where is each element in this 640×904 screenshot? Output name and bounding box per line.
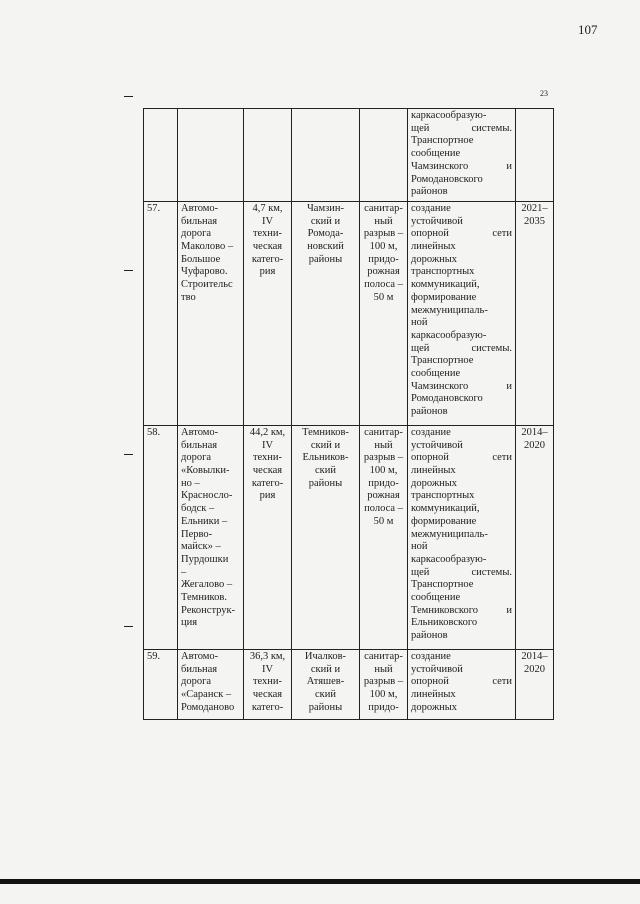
purpose-word: сообщение: [411, 368, 461, 380]
table-row: [144, 425, 554, 649]
cell-line: 2014–: [521, 650, 548, 662]
purpose-line: [411, 241, 512, 254]
purpose-word: каркасообразую-: [411, 329, 487, 341]
cell-line: техни-: [252, 228, 283, 240]
cell-line: 2021–: [521, 202, 548, 214]
cell-line: 100 м,: [369, 465, 398, 477]
purpose-line: [411, 292, 512, 305]
period-cell: [516, 201, 554, 425]
cell-line: Ромода-: [307, 228, 344, 240]
table-row: [144, 649, 554, 719]
cell-line: дорога: [181, 676, 212, 688]
purpose-word: Чамзинского: [411, 380, 469, 392]
cell-line: ный: [374, 439, 393, 451]
purpose-word: коммуникаций,: [411, 279, 480, 291]
purpose-word: линейных: [411, 465, 456, 477]
purpose-cell: [408, 201, 516, 425]
cell-line: рожная: [367, 490, 400, 502]
cell-line: дорога: [181, 452, 212, 464]
purpose-line: [411, 554, 512, 567]
purpose-word: щей: [411, 566, 430, 578]
cell-line: ский: [315, 689, 336, 701]
cell-line: Атяшев-: [306, 676, 345, 688]
purpose-line: [411, 174, 512, 187]
cell-line: Чуфарово.: [181, 266, 228, 278]
purpose-word: создание: [411, 202, 451, 214]
cell-line: Темников-: [302, 426, 349, 438]
road-name-cell: [178, 425, 244, 649]
period-cell: [516, 649, 554, 719]
cell-line: –: [181, 566, 187, 578]
roads-table: [143, 108, 554, 720]
cell-line: 2020: [524, 439, 545, 451]
cell-line: бильная: [181, 439, 218, 451]
cell-line: IV: [261, 215, 274, 227]
margin-mark: [124, 270, 133, 271]
districts-cell: [292, 425, 360, 649]
purpose-cell: [408, 109, 516, 202]
purpose-line: [411, 676, 512, 689]
cell-line: дорога: [181, 228, 212, 240]
cell-line: Темников.: [181, 592, 227, 604]
cell-line: техни-: [252, 452, 283, 464]
cell-line: Строительс: [181, 279, 233, 291]
cell-line: придо-: [368, 477, 399, 489]
cell-line: «Саранск –: [181, 689, 232, 701]
purpose-line: [411, 427, 512, 440]
cell-line: 2035: [524, 215, 545, 227]
purpose-word: создание: [411, 650, 451, 662]
cell-line: Красносло-: [181, 490, 233, 502]
road-params-cell: [244, 109, 292, 202]
road-name-cell: [178, 201, 244, 425]
road-name-cell: [178, 109, 244, 202]
purpose-word: Чамзинского: [411, 160, 469, 172]
margin-mark: [124, 454, 133, 455]
period-cell: [516, 109, 554, 202]
cell-line: ский: [315, 465, 336, 477]
purpose-line: [411, 330, 512, 343]
purpose-word: Транспортное: [411, 135, 474, 147]
road-params-cell: [244, 425, 292, 649]
purpose-line: [411, 702, 512, 715]
purpose-line: [411, 135, 512, 148]
cell-line: Перво-: [181, 528, 213, 540]
purpose-word: сети: [492, 228, 512, 240]
cell-line: районы: [308, 701, 343, 713]
purpose-word: транспортных: [411, 266, 475, 278]
purpose-line: [411, 406, 512, 419]
purpose-line: [411, 148, 512, 161]
cell-line: тво: [181, 291, 196, 303]
purpose-word: районов: [411, 406, 448, 418]
purpose-line: [411, 478, 512, 491]
purpose-line: [411, 161, 512, 174]
purpose-line: [411, 541, 512, 554]
purpose-line: [411, 305, 512, 318]
cell-line: IV: [261, 439, 274, 451]
purpose-line: [411, 123, 512, 136]
cell-line: ческая: [252, 241, 283, 253]
cell-line: полоса –: [364, 279, 403, 291]
sub-page-number: 23: [540, 89, 548, 98]
cell-line: бильная: [181, 663, 218, 675]
cell-line: ция: [181, 617, 198, 629]
districts-cell: [292, 201, 360, 425]
cell-line: 4,7 км,: [252, 202, 283, 214]
purpose-line: [411, 279, 512, 292]
cell-line: катего-: [251, 253, 284, 265]
cell-line: 50 м: [373, 515, 394, 527]
purpose-cell: [408, 425, 516, 649]
purpose-word: опорной: [411, 228, 449, 240]
cell-line: бодск –: [181, 503, 215, 515]
cell-line: Жегалово –: [181, 579, 233, 591]
road-params-cell: [244, 649, 292, 719]
purpose-word: устойчивой: [411, 663, 463, 675]
cell-line: придо-: [368, 701, 399, 713]
purpose-word: устойчивой: [411, 215, 463, 227]
purpose-word: транспортных: [411, 490, 475, 502]
purpose-word: каркасообразую-: [411, 110, 487, 121]
cell-line: 44,2 км,: [249, 426, 286, 438]
purpose-line: [411, 368, 512, 381]
cell-line: катего-: [251, 477, 284, 489]
purpose-line: [411, 393, 512, 406]
cell-line: разрыв –: [363, 228, 404, 240]
cell-line: районы: [308, 477, 343, 489]
purpose-word: сообщение: [411, 592, 461, 604]
purpose-line: [411, 381, 512, 394]
purpose-word: опорной: [411, 452, 449, 464]
purpose-line: [411, 216, 512, 229]
purpose-word: межмуниципаль-: [411, 528, 488, 540]
protection-zone-cell: [360, 649, 408, 719]
cell-line: ческая: [252, 689, 283, 701]
cell-line: ческая: [252, 465, 283, 477]
purpose-word: формирование: [411, 515, 477, 527]
protection-zone-cell: [360, 425, 408, 649]
purpose-line: [411, 664, 512, 677]
cell-line: катего-: [251, 701, 284, 713]
cell-line: санитар-: [364, 426, 403, 438]
cell-line: майск» –: [181, 541, 221, 553]
purpose-word: щей: [411, 122, 430, 134]
table-row: [144, 109, 554, 202]
purpose-line: [411, 651, 512, 664]
purpose-word: и: [506, 160, 512, 172]
purpose-word: районов: [411, 630, 448, 642]
purpose-word: системы.: [471, 566, 512, 578]
cell-line: Автомо-: [181, 202, 219, 214]
purpose-word: Ельниковского: [411, 617, 478, 629]
purpose-word: каркасообразую-: [411, 553, 487, 565]
cell-line: бильная: [181, 215, 218, 227]
purpose-word: формирование: [411, 291, 477, 303]
cell-line: Автомо-: [181, 650, 219, 662]
cell-line: Большое: [181, 253, 221, 265]
purpose-word: Транспортное: [411, 579, 474, 591]
table-row: [144, 201, 554, 425]
cell-line: Автомо-: [181, 426, 219, 438]
districts-cell: [292, 649, 360, 719]
purpose-word: устойчивой: [411, 439, 463, 451]
cell-line: разрыв –: [363, 452, 404, 464]
purpose-line: [411, 452, 512, 465]
purpose-line: [411, 592, 512, 605]
purpose-line: [411, 689, 512, 702]
cell-line: придо-: [368, 253, 399, 265]
purpose-line: [411, 465, 512, 478]
cell-line: районы: [308, 253, 343, 265]
purpose-line: [411, 617, 512, 630]
road-name-cell: [178, 649, 244, 719]
cell-line: Пурдошки: [181, 553, 229, 565]
cell-line: 50 м: [373, 291, 394, 303]
cell-line: рия: [259, 490, 276, 502]
cell-line: Чамзин-: [306, 202, 344, 214]
cell-line: ный: [374, 663, 393, 675]
cell-line: IV: [261, 663, 274, 675]
purpose-word: коммуникаций,: [411, 503, 480, 515]
cell-line: Реконструк-: [181, 604, 236, 616]
cell-line: 100 м,: [369, 241, 398, 253]
purpose-line: [411, 110, 512, 123]
cell-line: ный: [374, 215, 393, 227]
purpose-word: и: [506, 380, 512, 392]
purpose-line: [411, 516, 512, 529]
cell-line: рожная: [367, 266, 400, 278]
cell-line: Ельники –: [181, 515, 228, 527]
purpose-word: дорожных: [411, 701, 458, 713]
purpose-line: [411, 228, 512, 241]
purpose-line: [411, 355, 512, 368]
row-number: [144, 109, 178, 202]
purpose-line: [411, 266, 512, 279]
cell-line: Ельников-: [302, 452, 349, 464]
purpose-line: [411, 579, 512, 592]
cell-line: 2014–: [521, 426, 548, 438]
purpose-word: опорной: [411, 676, 449, 688]
purpose-line: [411, 567, 512, 580]
cell-line: Ромоданово: [181, 701, 235, 713]
row-number: 59.: [144, 649, 178, 719]
purpose-line: [411, 440, 512, 453]
scan-edge-bar: [0, 879, 640, 884]
cell-line: но –: [181, 477, 200, 489]
row-number: 57.: [144, 201, 178, 425]
cell-line: «Ковылки-: [181, 465, 230, 477]
purpose-word: ной: [411, 317, 428, 329]
purpose-word: Ромодановского: [411, 173, 483, 185]
purpose-word: создание: [411, 426, 451, 438]
purpose-line: [411, 254, 512, 267]
cell-line: Маколово –: [181, 241, 234, 253]
cell-line: разрыв –: [363, 676, 404, 688]
purpose-word: межмуниципаль-: [411, 304, 488, 316]
purpose-word: ной: [411, 541, 428, 553]
cell-line: Ичалков-: [304, 650, 347, 662]
protection-zone-cell: [360, 201, 408, 425]
purpose-line: [411, 503, 512, 516]
cell-line: ский и: [310, 663, 341, 675]
districts-cell: [292, 109, 360, 202]
purpose-word: линейных: [411, 689, 456, 701]
purpose-word: системы.: [471, 122, 512, 134]
cell-line: 2020: [524, 663, 545, 675]
road-params-cell: [244, 201, 292, 425]
row-number: 58.: [144, 425, 178, 649]
purpose-word: щей: [411, 342, 430, 354]
table-body: [144, 109, 554, 720]
purpose-word: дорожных: [411, 253, 458, 265]
cell-line: санитар-: [364, 202, 403, 214]
cell-line: техни-: [252, 676, 283, 688]
cell-line: новский: [307, 241, 344, 253]
margin-mark: [124, 96, 133, 97]
page-number: 107: [578, 22, 598, 37]
purpose-word: сети: [492, 676, 512, 688]
purpose-word: сети: [492, 452, 512, 464]
purpose-cell: [408, 649, 516, 719]
purpose-word: сообщение: [411, 148, 461, 160]
purpose-line: [411, 203, 512, 216]
cell-line: ский и: [310, 439, 341, 451]
purpose-word: районов: [411, 186, 448, 198]
purpose-line: [411, 317, 512, 330]
purpose-line: [411, 630, 512, 643]
protection-zone-cell: [360, 109, 408, 202]
purpose-word: Ромодановского: [411, 393, 483, 405]
cell-line: ский и: [310, 215, 341, 227]
cell-line: полоса –: [364, 503, 403, 515]
cell-line: санитар-: [364, 650, 403, 662]
purpose-line: [411, 343, 512, 356]
purpose-word: Транспортное: [411, 355, 474, 367]
period-cell: [516, 425, 554, 649]
cell-line: 100 м,: [369, 689, 398, 701]
purpose-line: [411, 186, 512, 199]
purpose-line: [411, 529, 512, 542]
margin-mark: [124, 626, 133, 627]
purpose-word: Темниковского: [411, 604, 479, 616]
purpose-word: линейных: [411, 241, 456, 253]
purpose-word: и: [506, 604, 512, 616]
cell-line: рия: [259, 266, 276, 278]
purpose-line: [411, 490, 512, 503]
cell-line: 36,3 км,: [249, 650, 286, 662]
purpose-line: [411, 605, 512, 618]
purpose-word: системы.: [471, 342, 512, 354]
purpose-word: дорожных: [411, 477, 458, 489]
